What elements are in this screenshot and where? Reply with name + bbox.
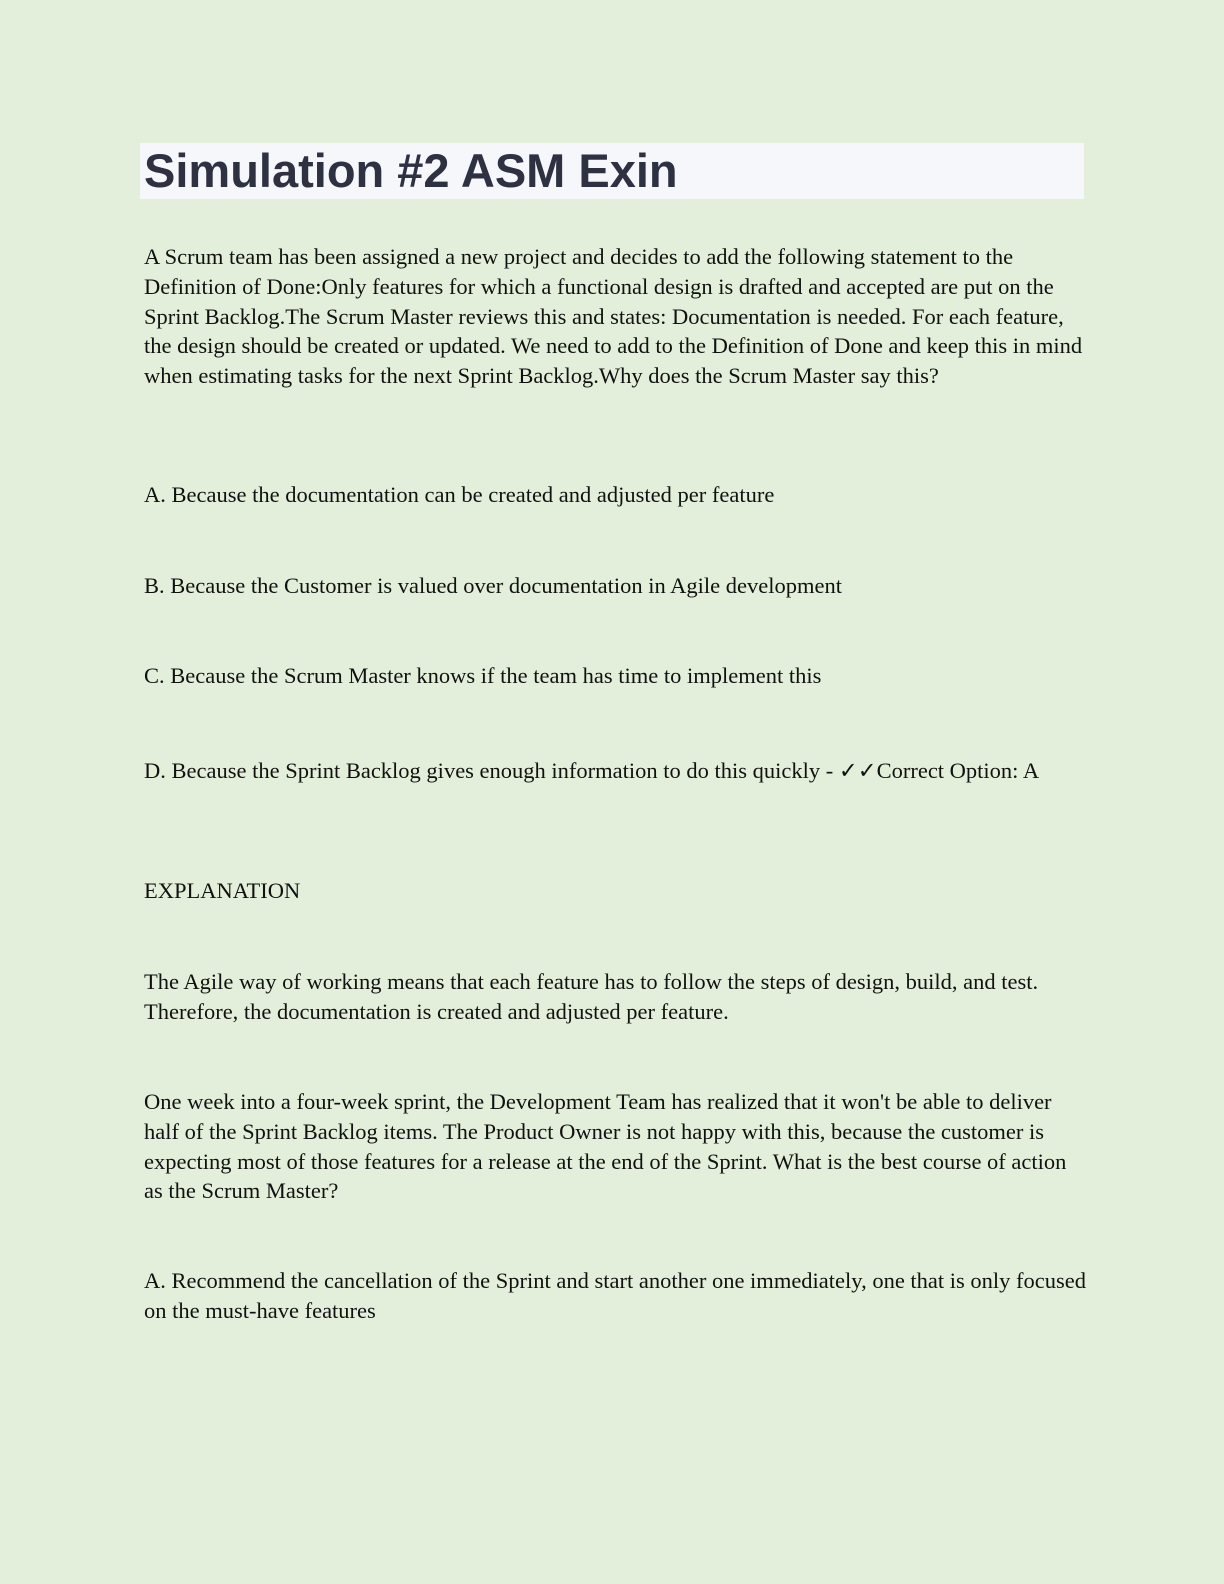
question-1-option-a: A. Because the documentation can be created and adjusted per feature bbox=[144, 482, 775, 507]
question-1-text: A Scrum team has been assigned a new project and decides to add the following statement to the Definition of Done:Only features for which a functional design is drafted and accepted are put on the Sprint Backlog.The Scrum Master reviews this and states: Documentation is needed. For each feature, the design should be created or updated. We need to add to the Definition of Done and keep this in mind when estimating tasks for the next Sprint Backlog.Why does the Scrum Master say this? bbox=[144, 244, 1083, 389]
question-1-option-c: C. Because the Scrum Master knows if the team has time to implement this bbox=[144, 663, 822, 688]
question-2-text: One week into a four-week sprint, the Development Team has realized that it won't be able to deliver half of the Sprint Backlog items. The Product Owner is not happy with this, because the customer is expecting most of those features for a release at the end of the Sprint. What is the best course of action as the Scrum Master? bbox=[144, 1089, 1067, 1204]
question-1-option-d: D. Because the Sprint Backlog gives enough information to do this quickly - ✓✓Correct Option: A bbox=[144, 758, 1040, 783]
explanation-heading: EXPLANATION bbox=[144, 878, 301, 903]
page-title: Simulation #2 ASM Exin bbox=[144, 144, 678, 197]
question-2-option-a: A. Recommend the cancellation of the Sprint and start another one immediately, one that is only focused on the must-have features bbox=[144, 1268, 1087, 1323]
question-1-option-b: B. Because the Customer is valued over documentation in Agile development bbox=[144, 573, 842, 598]
explanation-text: The Agile way of working means that each feature has to follow the steps of design, build, and test. Therefore, the documentation is created and adjusted per feature. bbox=[144, 969, 1039, 1024]
